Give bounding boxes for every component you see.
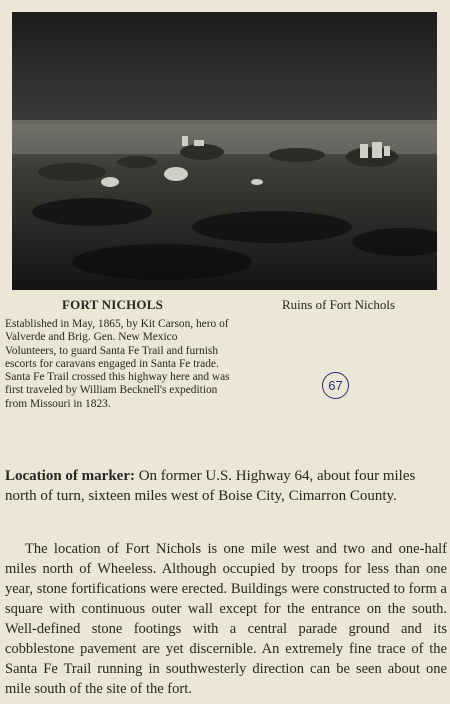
- marker-number-badge: 67: [322, 372, 349, 399]
- fort-ruins-landscape-photo: [12, 12, 437, 290]
- photo-title: FORT NICHOLS: [62, 297, 164, 312]
- marker-inscription: Established in May, 1865, by Kit Carson, hero of Valverde and Brig. Gen. New Mexico Volunteers, to guard Santa Fe Trail and furnish escorts for caravans engaged in Santa Fe trade. Santa Fe Trail crossed this highway here and was first traveled by William Becknell's expedition from Missouri in 1823.: [5, 318, 230, 410]
- photo-caption: Ruins of Fort Nichols: [282, 297, 396, 312]
- location-text: On former U.S. Highway 64, about four miles north of turn, sixteen miles west of Boise City, Cimarron County.: [5, 468, 416, 504]
- history-paragraph: The location of Fort Nichols is one mile west and two and one-half miles north of Wheeless. Although occupied by troops for less than one year, stone fortifications were erected. Buildings were constructed to form a square with continuous outer wall except for the entrance on the south. Well-defined stone footings with a central parade ground and its cobblestone pavement are yet discernible. An extremely fine trace of the Santa Fe Trail running in southwesterly direction can be seen about one mile south of the site of the fort.: [5, 541, 447, 697]
- fort-nichols-ruins-photo: [12, 12, 437, 290]
- location-label: Location of marker:: [5, 468, 135, 484]
- location-of-marker: [5, 466, 445, 506]
